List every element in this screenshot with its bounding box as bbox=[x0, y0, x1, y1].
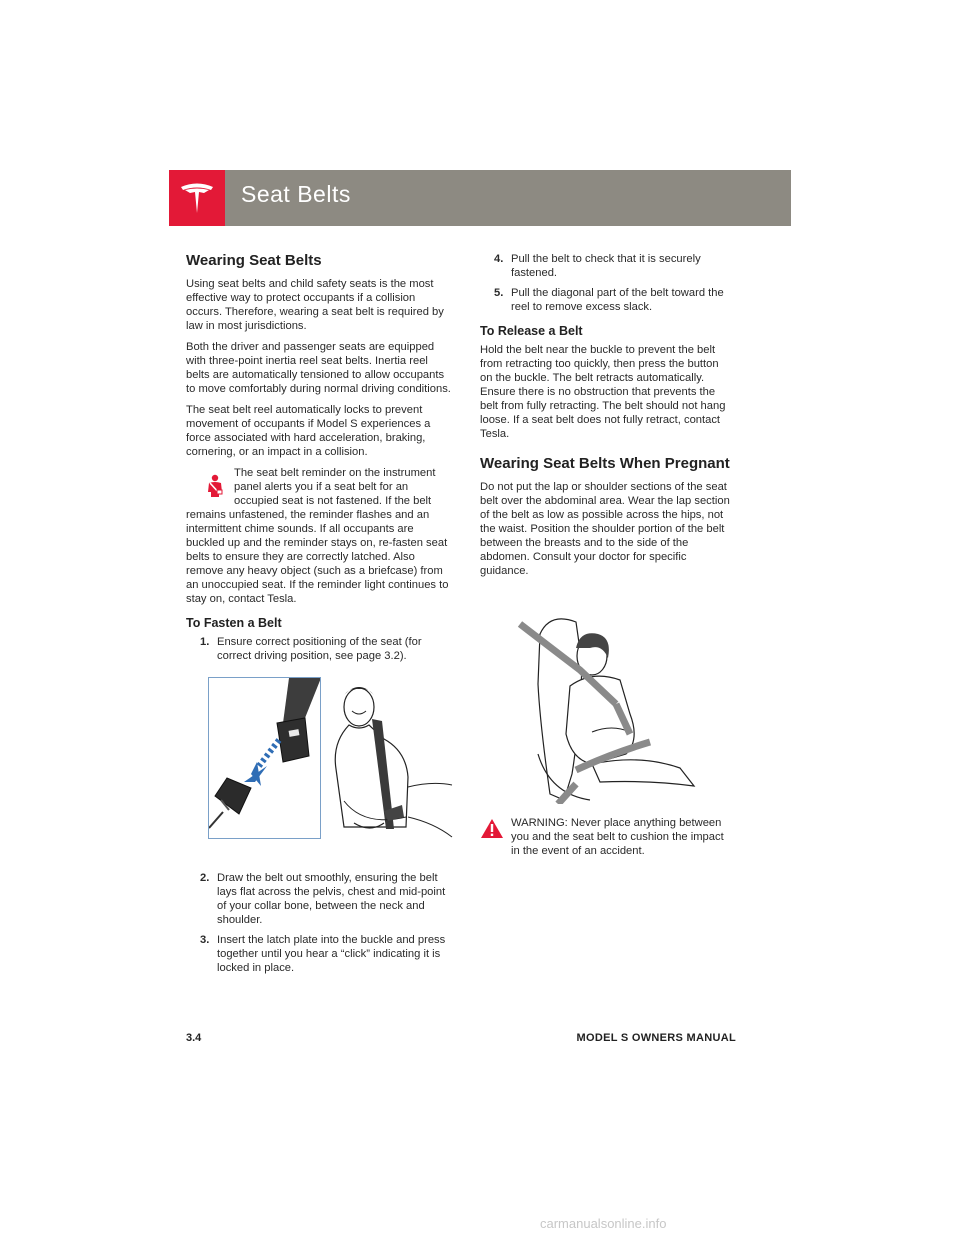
step-number: 2. bbox=[200, 872, 210, 884]
step-text: Ensure correct positioning of the seat (for correct driving position, see page 3.2). bbox=[217, 636, 422, 662]
heading-release-belt: To Release a Belt bbox=[480, 324, 583, 338]
warning-note bbox=[480, 816, 734, 858]
paragraph: The seat belt reel automatically locks to prevent movement of occupants if Model S experiences a force associated with hard acceleration, braking, cornering, or an impact in a collision. bbox=[186, 404, 431, 458]
paragraph-release: Hold the belt near the buckle to prevent the belt from retracting too quickly, then press the button on the buckle. The belt retracts automatically. Ensure there is no obstruction that prevents the belt from fully retracting. The belt should not hang loose. If a seat belt does not fully retract, contact Tesla. bbox=[480, 344, 726, 440]
page-title: Seat Belts bbox=[241, 181, 351, 207]
step-number: 4. bbox=[494, 253, 504, 265]
step-number: 5. bbox=[494, 287, 504, 299]
figure-pregnant bbox=[480, 604, 734, 804]
list-item bbox=[480, 252, 734, 280]
fasten-steps-list bbox=[186, 635, 453, 663]
left-column bbox=[186, 252, 453, 981]
tesla-logo bbox=[169, 170, 225, 226]
pregnant-occupant-illustration bbox=[480, 604, 734, 804]
reminder-icon-box bbox=[186, 466, 234, 506]
step-text: Draw the belt out smoothly, ensuring the belt lays flat across the pelvis, chest and mid-point of your collar bone, between the neck and shoulder. bbox=[217, 872, 446, 926]
figure-fasten-belt bbox=[186, 677, 453, 849]
paragraph-pregnant: Do not put the lap or shoulder sections of the seat belt over the abdominal area. Wear the lap section of the belt as low as possible across the hips, not the waist. Position the shoulder portion of the belt between the breasts and to the side of the abdomen. Consult your doctor for specific guidance. bbox=[480, 481, 730, 577]
manual-name: MODEL S OWNERS MANUAL bbox=[576, 1032, 736, 1044]
step-text: Insert the latch plate into the buckle and press together until you hear a “click” indicating it is locked in place. bbox=[217, 934, 446, 974]
heading-wearing-seat-belts: Wearing Seat Belts bbox=[186, 252, 322, 269]
fasten-steps-list-right bbox=[480, 252, 734, 314]
fasten-steps-list-cont bbox=[186, 871, 453, 975]
list-item bbox=[480, 286, 734, 314]
warning-triangle-icon bbox=[480, 818, 504, 839]
list-item bbox=[186, 933, 453, 975]
buckle-illustration bbox=[209, 678, 320, 838]
warning-text: WARNING: Never place anything between you and the seat belt to cushion the impact in the event of an accident. bbox=[511, 817, 724, 857]
paragraph: Using seat belts and child safety seats is the most effective way to protect occupants if a collision occurs. Therefore, wearing a seat belt is required by law in most jurisdictions. bbox=[186, 278, 444, 332]
reminder-note bbox=[186, 466, 453, 606]
step-number: 3. bbox=[200, 934, 210, 946]
heading-fasten-belt: To Fasten a Belt bbox=[186, 616, 282, 630]
watermark: carmanualsonline.info bbox=[540, 1216, 667, 1231]
seat-belt-reminder-icon bbox=[204, 474, 226, 498]
step-text: Pull the belt to check that it is securely fastened. bbox=[511, 253, 701, 279]
driver-fastening-illustration bbox=[324, 677, 454, 849]
paragraph: Both the driver and passenger seats are equipped with three-point inertia reel seat belts. Inertia reel belts are automatically tensioned to allow occupants to move comfortably during normal driving conditions. bbox=[186, 341, 451, 395]
tesla-logo-icon bbox=[178, 179, 216, 217]
list-item bbox=[186, 871, 453, 927]
page-number: 3.4 bbox=[186, 1032, 202, 1044]
step-number: 1. bbox=[200, 636, 210, 648]
step-text: Pull the diagonal part of the belt toward the reel to remove excess slack. bbox=[511, 287, 724, 313]
heading-pregnant: Wearing Seat Belts When Pregnant bbox=[480, 455, 730, 472]
list-item bbox=[186, 635, 453, 663]
buckle-inset-panel bbox=[208, 677, 321, 839]
paragraph-reminder: The seat belt reminder on the instrument panel alerts you if a seat belt for an occupied seat is not fastened. If the belt remains unfastened, the reminder flashes and an intermittent chime sounds. If all occupants are buckled up and the reminder stays on, re-fasten seat belts to ensure they are correctly latched. Also remove any heavy object (such as a briefcase) from an unoccupied seat. If the reminder light continues to stay on, contact Tesla. bbox=[186, 467, 449, 605]
right-column bbox=[480, 252, 734, 865]
